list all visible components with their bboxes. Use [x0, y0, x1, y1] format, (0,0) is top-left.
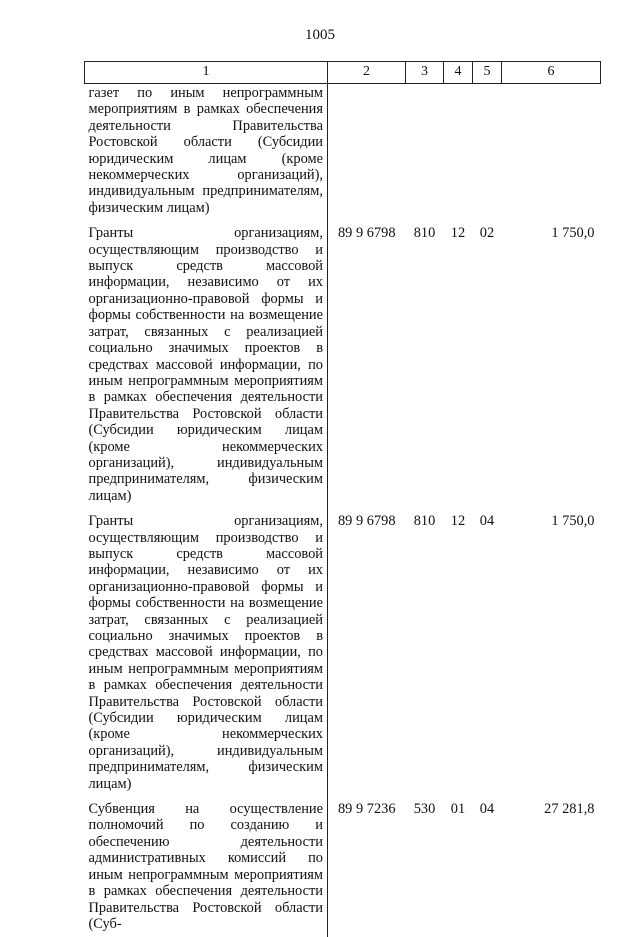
table-row [85, 84, 601, 222]
header-col-6: 6 [502, 62, 601, 84]
row-sum [502, 84, 601, 222]
row-vr: 530 [413, 801, 436, 818]
header-col-2: 2 [328, 62, 406, 84]
row-rz: 01 [450, 801, 466, 818]
row-name: газет по иным непрограммным мероприятиям в рамках обеспечения деятельности Правительства Ростовской области (Субсидии юридическим лицам (кроме некоммерческих организаций), индивидуальным предпринимателям, физическим лицам) [85, 84, 328, 222]
row-name: Гранты организациям, осуществляющим производство и выпуск средств массовой информации, независимо от их организационно-правовой формы и формы собственности на возмещение затрат, связанных с реализацией социально значимых проектов в средствах массовой информации, по иным непрограммным мероприятиям в рамках обеспечения деятельности Правительства Ростовской области (Субсидии юридическим лицам (кроме некоммерческих организаций), индивидуальным предпринимателям, физическим лицам) [85, 509, 328, 797]
row-csr: 89 9 6798 [337, 513, 396, 530]
row-pr: 04 [479, 513, 495, 530]
header-col-5: 5 [473, 62, 502, 84]
row-rz: 12 [450, 513, 466, 530]
row-name: Гранты организациям, осуществляющим производство и выпуск средств массовой информации, независимо от их организационно-правовой формы и формы собственности на возмещение затрат, связанных с реализацией социально значимых проектов в средствах массовой информации, по иным непрограммным мероприятиям в рамках обеспечения деятельности Правительства Ростовской области (Субсидии юридическим лицам (кроме некоммерческих организаций), индивидуальным предпринимателям, физическим лицам) [85, 221, 328, 509]
header-col-4: 4 [444, 62, 473, 84]
header-col-1: 1 [85, 62, 328, 84]
row-rz: 12 [450, 225, 466, 242]
table-header-row [85, 62, 601, 84]
header-col-3: 3 [406, 62, 444, 84]
row-sum: 1 750,0 [551, 513, 595, 530]
row-sum: 1 750,0 [551, 225, 595, 242]
table-row [85, 221, 601, 509]
row-csr: 89 9 7236 [337, 801, 396, 818]
page-number: 1005 [305, 27, 335, 43]
row-vr: 810 [413, 225, 436, 242]
budget-table [84, 61, 601, 937]
row-rz [444, 84, 473, 222]
row-name: Субвенция на осуществление полномочий по созданию и обеспечению деятельности административных комиссий по иным непрограммным мероприятиям в рамках обеспечения деятельности Правительства Ростовской области (Суб- [85, 797, 328, 937]
row-sum: 27 281,8 [544, 801, 595, 818]
table-row [85, 797, 601, 937]
row-csr [328, 84, 406, 222]
row-pr: 02 [479, 225, 495, 242]
row-vr: 810 [413, 513, 436, 530]
table-row [85, 509, 601, 797]
row-csr: 89 9 6798 [337, 225, 396, 242]
row-pr: 04 [479, 801, 495, 818]
row-vr [406, 84, 444, 222]
row-pr [473, 84, 502, 222]
